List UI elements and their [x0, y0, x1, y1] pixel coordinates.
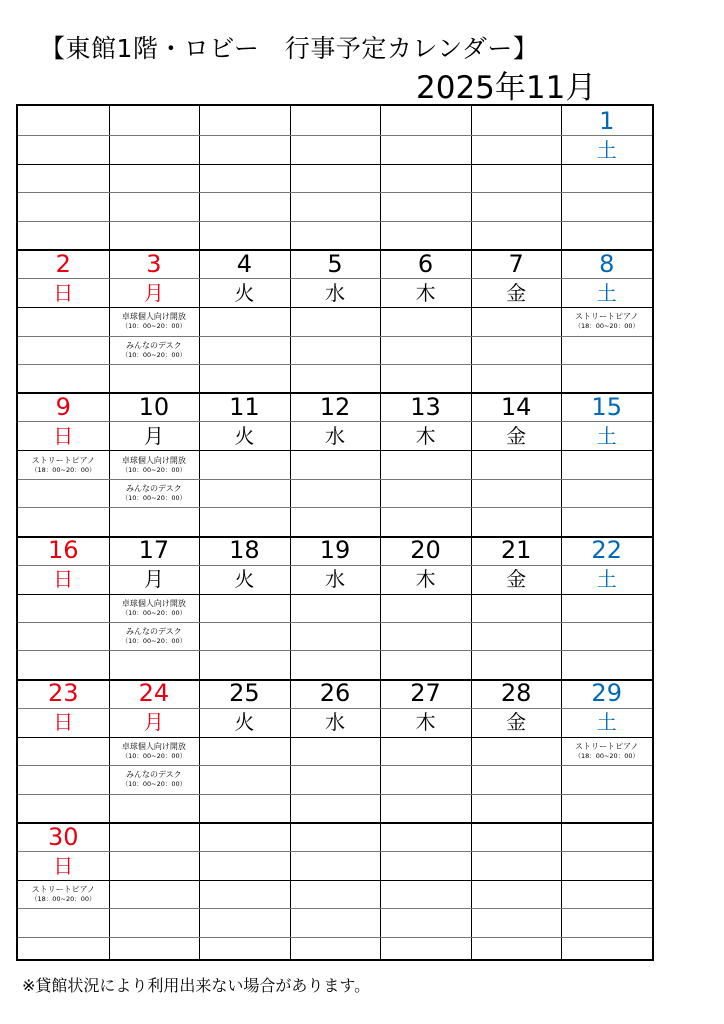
- day-number: 19: [319, 536, 351, 565]
- event-name: ストリートピアノ: [575, 312, 639, 322]
- event-time: （10：00~20：00）: [121, 350, 187, 359]
- calendar-event: [109, 737, 200, 765]
- calendar-event: [109, 765, 200, 793]
- day-of-week: 火: [234, 567, 255, 592]
- calendar-event: [109, 479, 200, 507]
- day-number: 26: [319, 679, 351, 708]
- calendar-month: 2025年11月: [416, 70, 597, 106]
- day-number: 8: [599, 249, 615, 278]
- calendar-event: [18, 880, 109, 908]
- day-number: 29: [591, 679, 622, 708]
- day-number: 15: [591, 392, 622, 421]
- event-time: （18：00~20：00）: [31, 465, 96, 474]
- day-number: 5: [327, 249, 343, 278]
- event-time: （18：00~20：00）: [574, 751, 639, 760]
- row-divider: [18, 135, 652, 136]
- calendar-event: [109, 307, 200, 335]
- day-number: 3: [146, 249, 162, 278]
- calendar-event: [109, 622, 200, 650]
- day-of-week: 金: [506, 567, 527, 592]
- event-name: ストリートピアノ: [575, 741, 639, 751]
- day-of-week: 水: [324, 280, 345, 305]
- event-time: （10：00~20：00）: [121, 608, 187, 617]
- column-divider: [199, 106, 200, 959]
- day-number: 12: [319, 392, 351, 421]
- event-name: ストリートピアノ: [31, 885, 95, 895]
- calendar-event: [18, 450, 109, 478]
- day-of-week: 火: [234, 423, 255, 448]
- day-of-week: 土: [596, 280, 617, 305]
- day-number: 27: [410, 679, 441, 708]
- day-of-week: 月: [143, 423, 164, 448]
- day-number: 7: [508, 249, 524, 278]
- day-of-week: 水: [324, 567, 345, 592]
- day-number: 2: [55, 249, 71, 278]
- column-divider: [109, 106, 110, 959]
- event-time: （18：00~20：00）: [574, 322, 639, 331]
- day-of-week: 火: [234, 280, 255, 305]
- event-time: （10：00~20：00）: [121, 465, 187, 474]
- day-of-week: 日: [53, 567, 74, 592]
- row-divider: [18, 880, 652, 881]
- event-time: （18：00~20：00）: [31, 895, 96, 904]
- day-number: 18: [229, 536, 260, 565]
- calendar-event: [561, 737, 652, 765]
- calendar-event: [561, 307, 652, 335]
- day-of-week: 日: [53, 853, 74, 878]
- day-of-week: 木: [415, 710, 436, 735]
- day-of-week: 金: [506, 280, 527, 305]
- day-number: 16: [48, 536, 79, 565]
- row-divider: [18, 221, 652, 222]
- day-of-week: 水: [324, 423, 345, 448]
- day-number: 4: [236, 249, 253, 278]
- day-of-week: 月: [143, 280, 164, 305]
- event-name: みんなのデスク: [126, 340, 182, 350]
- event-name: 卓球個人向け開放: [121, 741, 186, 751]
- day-of-week: 金: [506, 423, 527, 448]
- row-divider: [18, 822, 652, 824]
- day-number: 9: [55, 392, 71, 421]
- day-of-week: 木: [415, 423, 436, 448]
- day-number: 10: [138, 392, 170, 421]
- event-name: 卓球個人向け開放: [121, 312, 186, 322]
- day-of-week: 日: [53, 710, 74, 735]
- day-number: 14: [500, 392, 532, 421]
- event-time: （10：00~20：00）: [121, 322, 187, 331]
- event-time: （10：00~20：00）: [121, 493, 187, 502]
- column-divider: [290, 106, 291, 959]
- column-divider: [561, 106, 562, 959]
- column-divider: [471, 106, 472, 959]
- day-number: 22: [591, 536, 622, 565]
- day-of-week: 土: [596, 710, 617, 735]
- page-title: 【東館1階・ロビー 行事予定カレンダー】: [40, 34, 539, 63]
- row-divider: [18, 908, 652, 909]
- row-divider: [18, 164, 652, 165]
- event-name: 卓球個人向け開放: [121, 598, 186, 608]
- row-divider: [18, 650, 652, 651]
- calendar-event: [109, 594, 200, 622]
- calendar-grid: [16, 104, 654, 961]
- row-divider: [18, 794, 652, 795]
- day-of-week: 水: [324, 710, 345, 735]
- day-of-week: 土: [596, 423, 617, 448]
- day-of-week: 月: [143, 710, 164, 735]
- day-number: 1: [599, 106, 615, 135]
- day-of-week: 土: [596, 567, 617, 592]
- event-name: 卓球個人向け開放: [121, 455, 186, 465]
- day-number: 13: [410, 392, 441, 421]
- column-divider: [380, 106, 381, 959]
- event-name: ストリートピアノ: [31, 455, 95, 465]
- day-of-week: 月: [143, 567, 164, 592]
- day-of-week: 金: [506, 710, 527, 735]
- event-time: （10：00~20：00）: [121, 780, 187, 789]
- day-number: 23: [48, 679, 79, 708]
- row-divider: [18, 507, 652, 508]
- day-number: 25: [229, 679, 260, 708]
- day-number: 24: [138, 679, 170, 708]
- row-divider: [18, 192, 652, 193]
- day-number: 6: [417, 249, 434, 278]
- row-divider: [18, 851, 652, 852]
- day-of-week: 日: [53, 280, 74, 305]
- day-number: 28: [500, 679, 532, 708]
- day-of-week: 木: [415, 567, 436, 592]
- day-of-week: 土: [596, 137, 617, 162]
- event-name: みんなのデスク: [126, 627, 182, 637]
- day-number: 11: [229, 392, 260, 421]
- row-divider: [18, 364, 652, 365]
- day-number: 21: [500, 536, 532, 565]
- day-of-week: 火: [234, 710, 255, 735]
- event-time: （10：00~20：00）: [121, 751, 187, 760]
- footer-note: ※貸館状況により利用出来ない場合があります。: [22, 976, 371, 995]
- event-name: みんなのデスク: [126, 770, 182, 780]
- calendar-event: [109, 336, 200, 364]
- row-divider: [18, 937, 652, 938]
- day-of-week: 日: [53, 423, 74, 448]
- day-number: 30: [48, 822, 79, 851]
- day-of-week: 木: [415, 280, 436, 305]
- day-number: 20: [410, 536, 441, 565]
- event-name: みんなのデスク: [126, 483, 182, 493]
- day-number: 17: [138, 536, 170, 565]
- event-time: （10：00~20：00）: [121, 637, 187, 646]
- calendar-event: [109, 450, 200, 478]
